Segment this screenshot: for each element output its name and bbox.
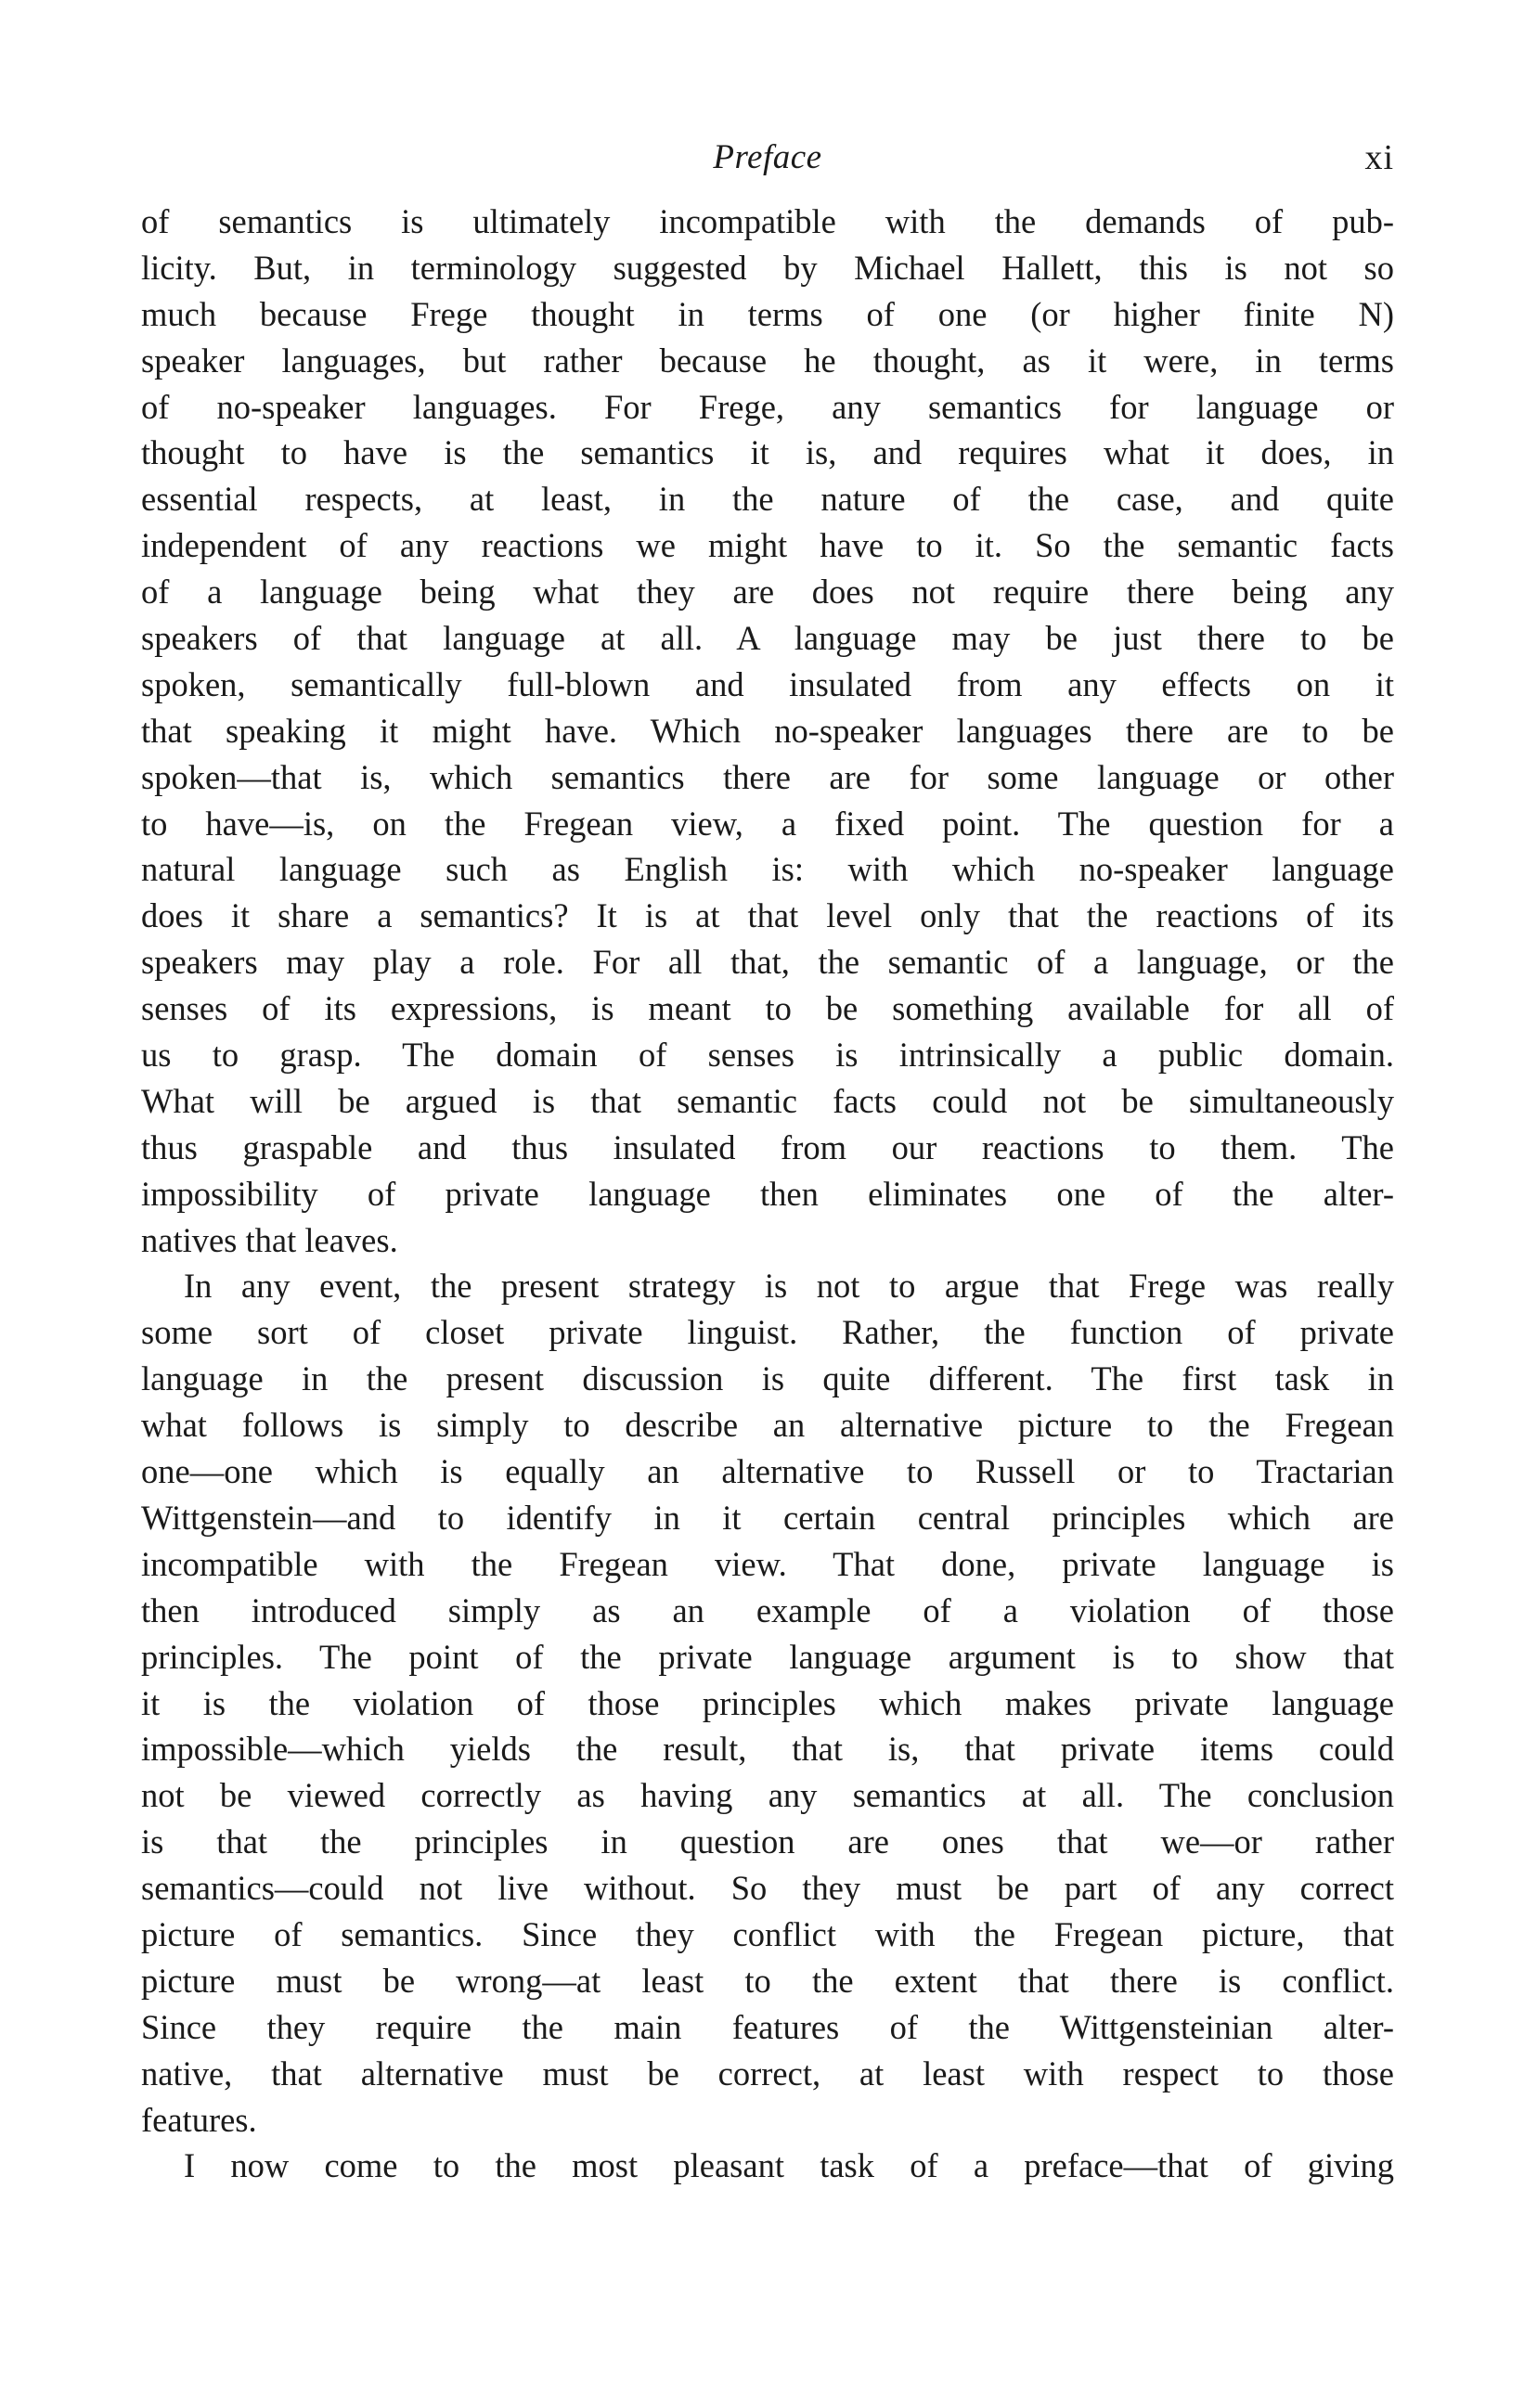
text-line: native, that alternative must be correct, at least with respect to those [141, 2054, 1394, 2093]
paragraph [141, 1263, 1394, 2143]
text-line: licity. But, in terminology suggested by Michael Hallett, this is not so [141, 248, 1394, 287]
text-line: thus graspable and thus insulated from our reactions to them. The [141, 1127, 1394, 1166]
text-line: principles. The point of the private language argument is to show that [141, 1637, 1394, 1676]
text-line: Since they require the main features of the Wittgensteinian alter- [141, 2007, 1394, 2046]
text-line: it is the violation of those principles which makes private language [141, 1683, 1394, 1722]
text-line: speakers of that language at all. A language may be just there to be [141, 619, 1394, 658]
text-line: senses of its expressions, is meant to be something available for all of [141, 989, 1394, 1028]
text-line: is that the principles in question are ones that we—or rather [141, 1822, 1394, 1861]
text-line: impossibility of private language then eliminates one of the alter- [141, 1174, 1394, 1213]
text-line: What will be argued is that semantic facts could not be simultaneously [141, 1081, 1394, 1120]
text-line: does it share a semantics? It is at that level only that the reactions of its [141, 896, 1394, 935]
text-line: of semantics is ultimately incompatible with the demands of pub- [141, 202, 1394, 240]
running-title: Preface [713, 138, 822, 176]
text-line: incompatible with the Fregean view. That done, private language is [141, 1544, 1394, 1583]
text-line: natural language such as English is: with which no-speaker language [141, 850, 1394, 889]
text-line: some sort of closet private linguist. Rather, the function of private [141, 1313, 1394, 1352]
paragraph [141, 199, 1394, 1263]
text-line: semantics—could not live without. So they must be part of any correct [141, 1869, 1394, 1908]
text-line: features. [141, 2100, 257, 2139]
text-line: independent of any reactions we might have to it. So the semantic facts [141, 526, 1394, 565]
text-line: of a language being what they are does not require there being any [141, 573, 1394, 612]
text-line: In any event, the present strategy is not to argue that Frege was really [184, 1267, 1394, 1306]
text-line: that speaking it might have. Which no-speaker languages there are to be [141, 711, 1394, 750]
text-line: picture of semantics. Since they conflict with the Fregean picture, that [141, 1914, 1394, 1953]
text-line: thought to have is the semantics it is, and requires what it does, in [141, 433, 1394, 472]
body-text [141, 199, 1394, 2189]
text-line: speaker languages, but rather because he thought, as it were, in terms [141, 341, 1394, 380]
text-line: what follows is simply to describe an alternative picture to the Fregean [141, 1406, 1394, 1445]
running-head [141, 130, 1394, 187]
text-line: impossible—which yields the result, that is, that private items could [141, 1730, 1394, 1769]
text-line: Wittgenstein—and to identify in it certain central principles which are [141, 1498, 1394, 1537]
text-line: I now come to the most pleasant task of a preface—that of giving [184, 2146, 1394, 2185]
text-line: spoken, semantically full-blown and insulated from any effects on it [141, 664, 1394, 703]
paragraph [141, 2143, 1394, 2189]
text-line: to have—is, on the Fregean view, a fixed point. The question for a [141, 804, 1394, 843]
text-line: one—one which is equally an alternative to Russell or to Tractarian [141, 1452, 1394, 1491]
text-line: language in the present discussion is quite different. The first task in [141, 1359, 1394, 1398]
text-line: natives that leaves. [141, 1220, 398, 1259]
text-line: essential respects, at least, in the nature of the case, and quite [141, 480, 1394, 519]
text-line: much because Frege thought in terms of one (or higher finite N) [141, 294, 1394, 333]
page-number: xi [1364, 138, 1394, 177]
book-page [141, 130, 1394, 2189]
text-line: speakers may play a role. For all that, the semantic of a language, or the [141, 943, 1394, 982]
text-line: then introduced simply as an example of a violation of those [141, 1590, 1394, 1629]
text-line: picture must be wrong—at least to the extent that there is conflict. [141, 1961, 1394, 2000]
text-line: us to grasp. The domain of senses is intrinsically a public domain. [141, 1036, 1394, 1075]
text-line: not be viewed correctly as having any semantics at all. The conclusion [141, 1776, 1394, 1815]
text-line: spoken—that is, which semantics there are for some language or other [141, 757, 1394, 796]
text-line: of no-speaker languages. For Frege, any semantics for language or [141, 387, 1394, 426]
